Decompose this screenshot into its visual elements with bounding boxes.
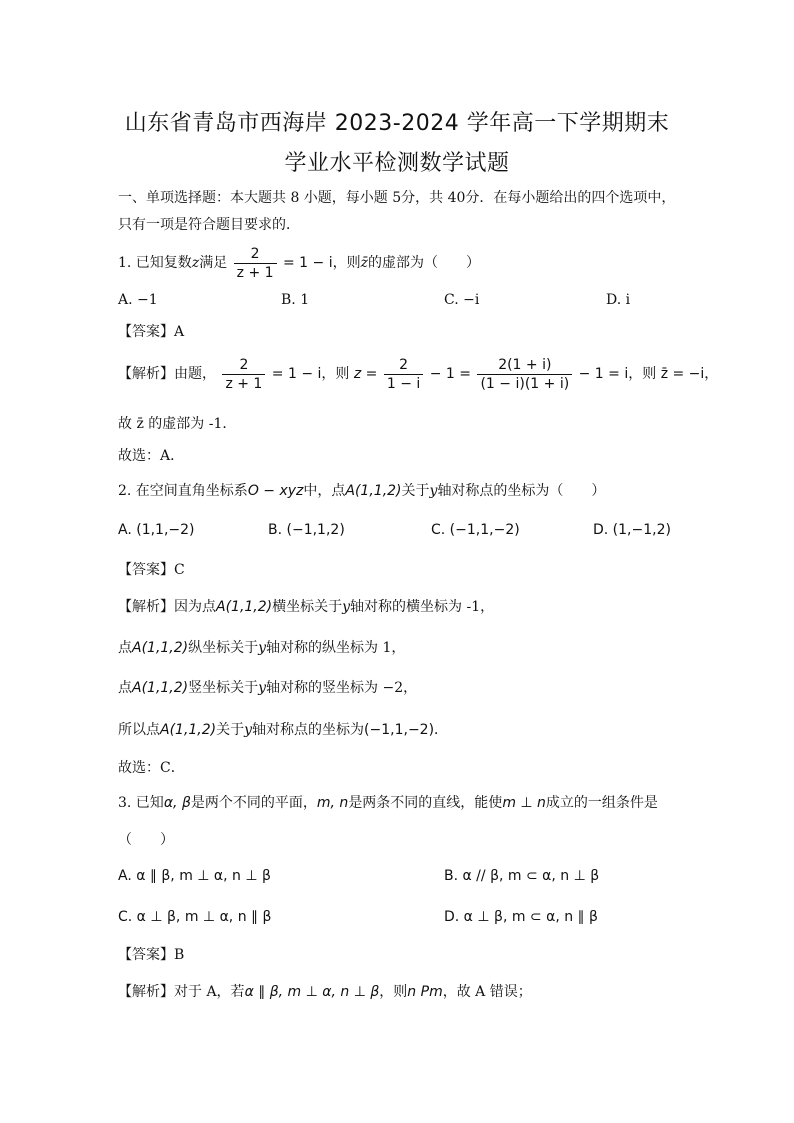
q3-option-b: B. α // β, m ⊂ α, n ⊥ β — [444, 868, 600, 884]
q1-analysis-cont: 故 z̄ 的虚部为 -1． — [118, 416, 237, 432]
q1-option-a: A. −1 — [118, 292, 158, 308]
q1-answer: 【答案】A — [118, 324, 185, 340]
q1-option-c: C. −i — [444, 292, 480, 308]
q1-option-d: D. i — [606, 292, 631, 308]
q2-analysis-4: 所以点A(1,1,2)关于y轴对称点的坐标为(−1,1,−2)． — [118, 722, 449, 738]
q2-option-d: D. (1,−1,2) — [593, 522, 671, 538]
question-3-paren: （ ） — [118, 832, 174, 848]
q2-analysis-1: 【解析】因为点A(1,1,2)横坐标关于y轴对称的横坐标为 -1， — [118, 599, 495, 615]
q3-option-d: D. α ⊥ β, m ⊂ α, n ∥ β — [444, 909, 598, 925]
q2-choose: 故选：C． — [118, 760, 185, 776]
section-heading-cont: 只有一项是符合题目要求的． — [118, 217, 300, 233]
q2-analysis-2: 点A(1,1,2)纵坐标关于y轴对称的纵坐标为 1， — [118, 640, 406, 656]
q1-option-b: B. 1 — [281, 292, 310, 308]
question-1-stem: 1. 已知复数z满足 $\frac{2}{z + 1}$ = 1 − i，则z̄的虚部为（ ） — [118, 245, 480, 281]
question-3-stem: 3. 已知α, β是两个不同的平面，m, n是两条不同的直线，能使m ⊥ n成立的一组条件是 — [118, 795, 658, 811]
q2-option-b: B. (−1,1,2) — [268, 522, 345, 538]
q2-answer: 【答案】C — [118, 562, 185, 578]
q3-option-c: C. α ⊥ β, m ⊥ α, n ∥ β — [118, 909, 272, 925]
title-line-2: 学业水平检测数学试题 — [284, 151, 510, 176]
q3-option-a: A. α ∥ β, m ⊥ α, n ⊥ β — [118, 868, 271, 884]
question-2-stem: 2. 在空间直角坐标系O − xyz中，点A(1,1,2)关于y轴对称点的坐标为（ ） — [118, 483, 606, 499]
q1-analysis: 【解析】由题， $\frac{2}{z + 1}$ = 1 − i，则 z = $\frac{2}{1 - i}$ − 1 = $\frac{2(1 + i)}{(1 - i)(1 + i)}$ − 1 = i，则 z̄ = −i， — [118, 356, 719, 392]
title-line-1: 山东省青岛市西海岸 2023-2024 学年高一下学期期末 — [124, 111, 670, 136]
q3-answer: 【答案】B — [118, 947, 185, 963]
q2-option-a: A. (1,1,−2) — [118, 522, 195, 538]
q2-analysis-3: 点A(1,1,2)竖坐标关于y轴对称的竖坐标为 −2， — [118, 680, 418, 696]
section-heading: 一、单项选择题：本大题共 8 小题，每小题 5分，共 40分．在每小题给出的四个选项中， — [118, 190, 676, 206]
fraction: $\frac{2}{z + 1}$ — [234, 245, 277, 282]
q3-analysis: 【解析】对于 A，若α ∥ β, m ⊥ α, n ⊥ β，则n Pm，故 A 错误； — [118, 984, 532, 1000]
q1-choose: 故选：A． — [118, 448, 185, 464]
q2-option-c: C. (−1,1,−2) — [431, 522, 520, 538]
